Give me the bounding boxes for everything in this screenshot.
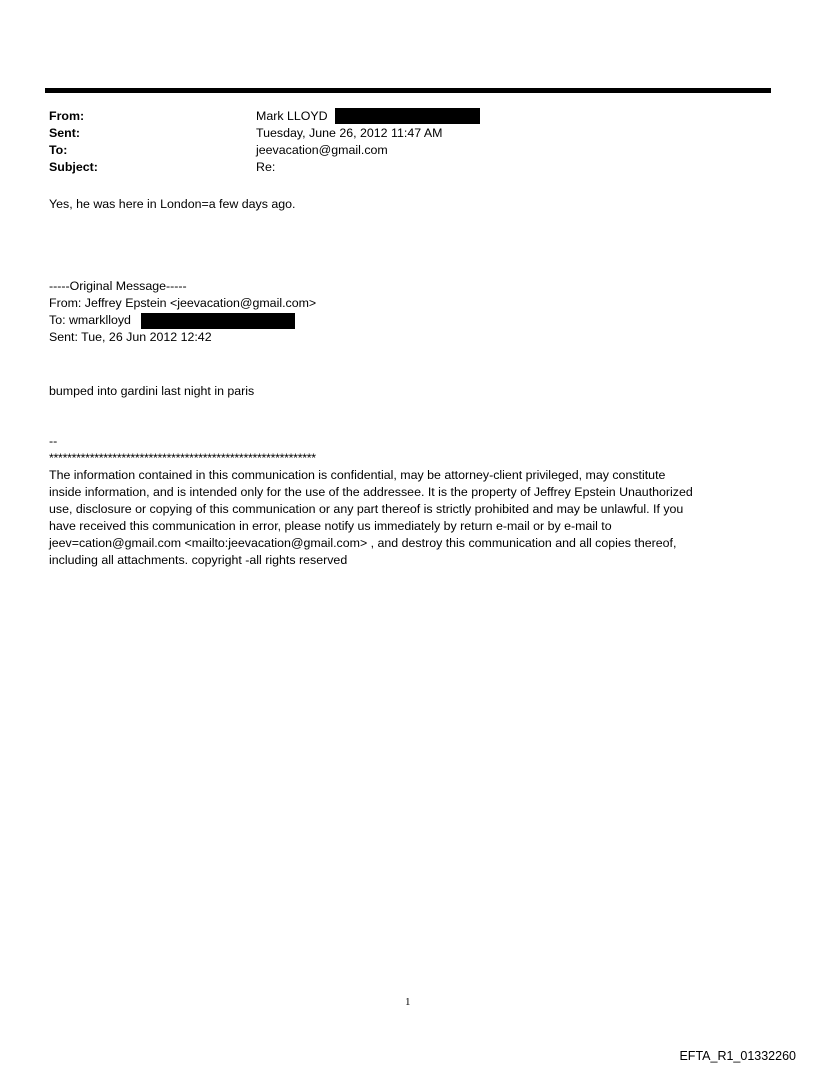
original-from: From: Jeffrey Epstein <jeevacation@gmail.com> bbox=[49, 296, 317, 310]
to-label: To: bbox=[49, 143, 68, 157]
redaction-box bbox=[141, 313, 295, 329]
subject-label: Subject: bbox=[49, 160, 98, 174]
disclaimer-line: have received this communication in error, please notify us immediately by return e-mail or by e-mail to bbox=[49, 519, 612, 533]
redaction-box bbox=[335, 108, 480, 124]
reply-text: Yes, he was here in London=a few days ago. bbox=[49, 197, 296, 211]
disclaimer-line: jeev=cation@gmail.com <mailto:jeevacation@gmail.com> , and destroy this communication and all copies thereof, bbox=[49, 536, 677, 550]
from-label: From: bbox=[49, 109, 85, 123]
original-sent: Sent: Tue, 26 Jun 2012 12:42 bbox=[49, 330, 212, 344]
signature-stars: *********************************************************** bbox=[49, 451, 316, 465]
disclaimer-line: use, disclosure or copying of this communication or any part thereof is strictly prohibited and may be unlawful. If you bbox=[49, 502, 684, 516]
disclaimer-line: inside information, and is intended only for the use of the addressee. It is the property of Jeffrey Epstein Unauthorized bbox=[49, 485, 693, 499]
header-rule bbox=[45, 88, 771, 93]
disclaimer-line: The information contained in this communication is confidential, may be attorney-client privileged, may constitute bbox=[49, 468, 666, 482]
disclaimer-line: including all attachments. copyright -all rights reserved bbox=[49, 553, 348, 567]
to-value: jeevacation@gmail.com bbox=[256, 143, 388, 157]
sent-value: Tuesday, June 26, 2012 11:47 AM bbox=[256, 126, 443, 140]
original-body: bumped into gardini last night in paris bbox=[49, 384, 255, 398]
from-value: Mark LLOYD bbox=[256, 109, 328, 123]
original-message-marker: -----Original Message----- bbox=[49, 279, 187, 293]
signature-dashes: -- bbox=[49, 434, 58, 448]
original-to: To: wmarklloyd bbox=[49, 313, 131, 327]
page-number: 1 bbox=[405, 996, 411, 1008]
sent-label: Sent: bbox=[49, 126, 80, 140]
subject-value: Re: bbox=[256, 160, 276, 174]
document-id: EFTA_R1_01332260 bbox=[679, 1049, 796, 1063]
